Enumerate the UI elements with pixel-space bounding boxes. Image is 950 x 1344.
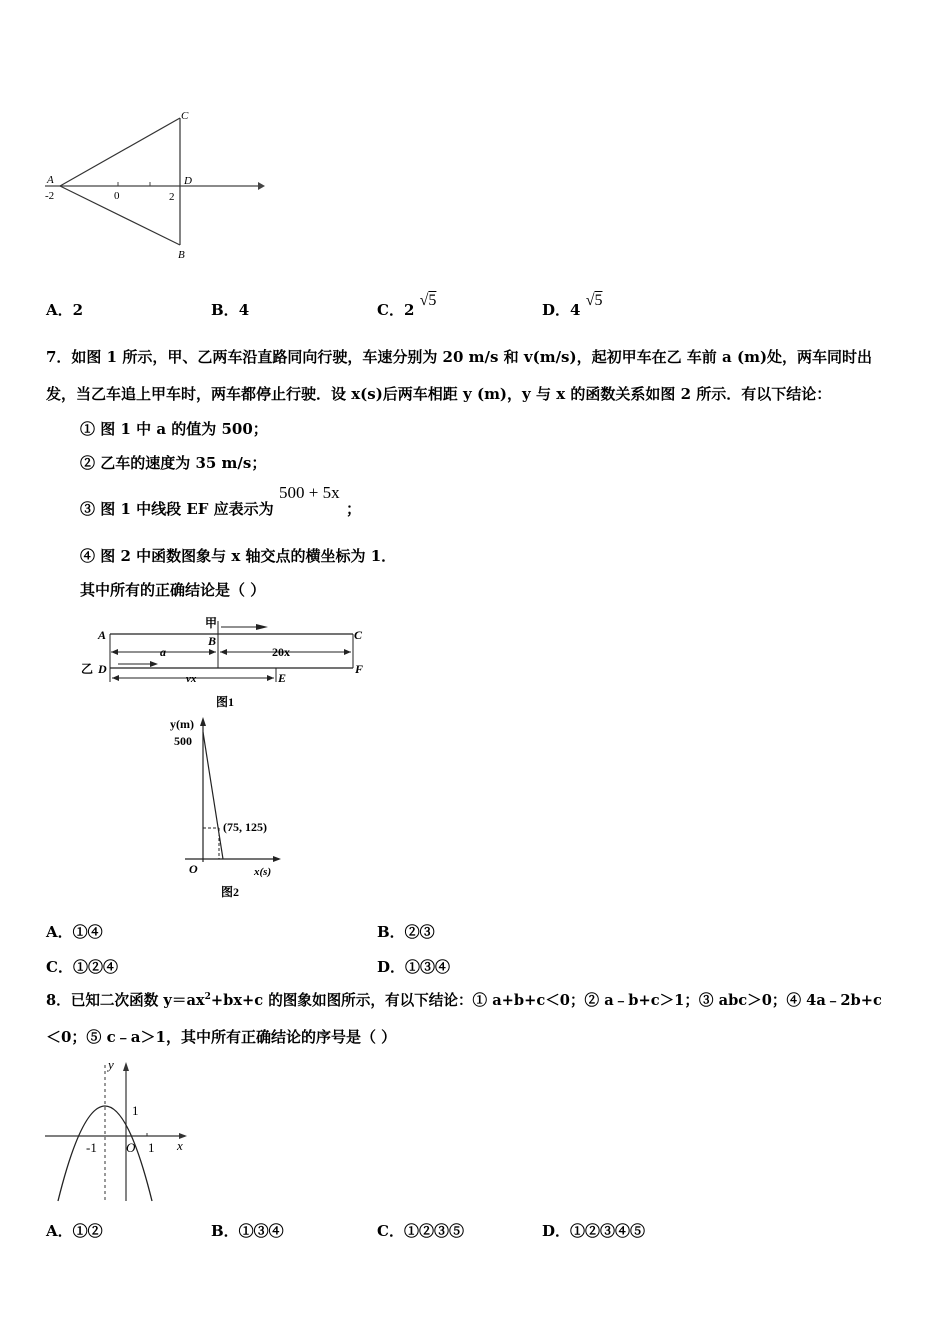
x-axis-label: x(s): [254, 866, 272, 878]
figure-q7-diagram-1: [78, 612, 378, 712]
tick-2: 2: [169, 191, 175, 203]
figure-2-caption: 图2: [221, 885, 240, 899]
q7-conclusion-1: ① 图 1 中 a 的值为 500；: [80, 420, 268, 438]
y-500-label: 500: [174, 734, 192, 748]
point-f-label: F: [355, 662, 364, 676]
tick-neg1-label: -1: [86, 1140, 97, 1155]
y-intercept-label: 1: [132, 1103, 139, 1118]
car-jia-label: 甲: [205, 616, 218, 630]
q7-option-b[interactable]: B．②③: [377, 923, 435, 941]
q8-stem-line2: ＜0；⑤ c﹣a＞1，其中所有正确结论的序号是（ ）: [46, 1028, 397, 1046]
q7-stem-line2: 发，当乙车追上甲车时，两车都停止行驶．设 x(s)后两车相距 y (m)，y 与 x 的函数关系如图 2 所示．有以下结论：: [46, 385, 832, 403]
q7-option-d[interactable]: D．①③④: [377, 958, 451, 976]
q8-option-a[interactable]: A．①②: [46, 1222, 103, 1240]
point-c-label: C: [354, 628, 363, 642]
q8-option-c[interactable]: C．①②③⑤: [377, 1222, 464, 1240]
q7-conclusion-3: ③ 图 1 中线段 EF 应表示为: [80, 500, 274, 518]
q7-conclusion-4: ④ 图 2 中函数图象与 x 轴交点的横坐标为 1．: [80, 547, 397, 565]
point-e-label: E: [278, 671, 287, 685]
segment-vx-label: vx: [186, 673, 197, 685]
q7-stem-line1: 7．如图 1 所示，甲、乙两车沿直路同向行驶，车速分别为 20 m/s 和 v(m/s)，起初甲车在乙 车前 a (m)处，两车同时出: [46, 348, 873, 366]
q6-option-a[interactable]: A．2: [46, 301, 84, 319]
point-a-label: A: [98, 628, 107, 642]
q7-option-c[interactable]: C．①②④: [46, 958, 118, 976]
origin-label: O: [126, 1140, 136, 1155]
tick-1-label: 1: [148, 1140, 155, 1155]
q7-expression: 500 + 5x: [279, 483, 340, 502]
q7-conclusion-3-end: ；: [346, 500, 362, 518]
point-b-label: B: [178, 249, 185, 261]
q7-option-a[interactable]: A．①④: [46, 923, 103, 941]
point-coord-label: (75, 125): [223, 820, 267, 834]
y-axis-label: y(m): [170, 717, 194, 731]
segment-a-label: a: [160, 645, 166, 659]
figure-1-caption: 图1: [216, 695, 235, 709]
figure-q8-parabola: [40, 1055, 200, 1205]
q6-option-d[interactable]: D．4 √5: [542, 292, 603, 319]
q6-option-c[interactable]: C．2 √5: [377, 292, 437, 319]
q7-ask: 其中所有的正确结论是（ ）: [80, 581, 266, 599]
sqrt-5: √5: [419, 292, 437, 309]
q8-option-b[interactable]: B．①③④: [211, 1222, 284, 1240]
x-axis-label: x: [177, 1138, 183, 1153]
origin-label: O: [189, 862, 198, 876]
point-d-label: D: [98, 662, 107, 676]
point-d-label: D: [184, 175, 192, 187]
y-axis-label: y: [108, 1057, 114, 1072]
q8-stem-line1: 8．已知二次函数 $y=ax^2+bx+c$ 的图象如图所示，有以下结论：① a+b+c＜0；② a﹣b+c＞1；③ abc＞0；④ 4a﹣2b+c: [46, 992, 882, 1009]
point-a-label: A: [47, 174, 54, 186]
figure-q6-triangle: [40, 105, 270, 265]
tick-neg2: -2: [45, 190, 55, 202]
tick-0: 0: [114, 190, 120, 202]
segment-20x-label: 20x: [272, 645, 290, 659]
q6-option-b[interactable]: B．4: [211, 301, 250, 319]
q8-option-d[interactable]: D．①②③④⑤: [542, 1222, 646, 1240]
q7-conclusion-2: ② 乙车的速度为 35 m/s；: [80, 454, 267, 472]
figure-q7-graph-2: [165, 712, 295, 904]
car-yi-label: 乙: [81, 662, 94, 676]
point-b-label: B: [208, 634, 217, 648]
point-c-label: C: [181, 110, 189, 122]
sqrt-5: √5: [585, 292, 603, 309]
